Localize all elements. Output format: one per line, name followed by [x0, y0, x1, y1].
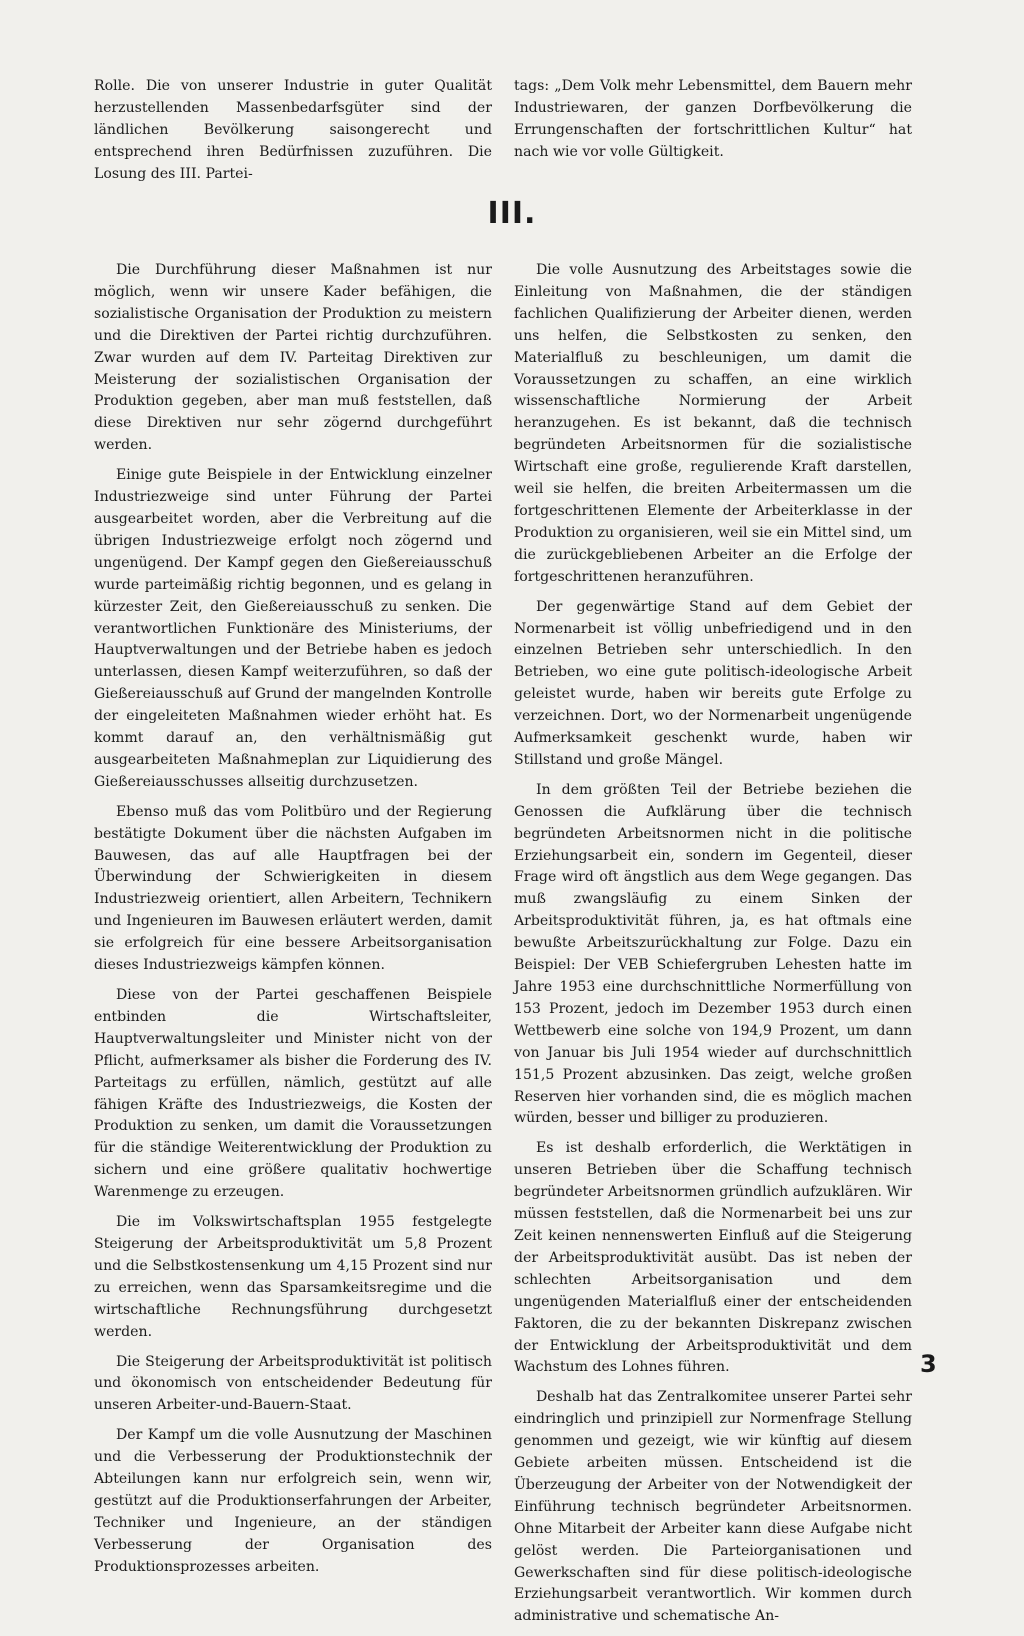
left-column — [94, 260, 492, 1587]
paragraph: Die im Volkswirtschaftsplan 1955 festgelegte Steigerung der Arbeitsproduktivität um 5,8 Prozent und die Selbstkostensenkung um 4,15 Prozent sind nur zu erreichen, wenn das Sparsamkeitsregime und die wirtschaftliche Rechnungsführung durchgesetzt werden. — [94, 1214, 492, 1340]
right-column — [514, 260, 912, 1636]
intro-right-column — [514, 76, 912, 172]
paragraph: Der gegenwärtige Stand auf dem Gebiet der Normenarbeit ist völlig unbefriedigend und in den einzelnen Betrieben sehr unterschiedlich. In den Betrieben, wo eine gute politisch-ideologische Arbeit geleistet wurde, haben wir bereits gute Erfolge zu verzeichnen. Dort, wo der Normenarbeit ungenügende Aufmerksamkeit geschenkt wurde, haben wir Stillstand und große Mängel. — [514, 598, 912, 768]
paragraph: Diese von der Partei geschaffenen Beispiele entbinden die Wirtschaftsleiter, Hauptverwaltungsleiter und Minister nicht von der Pflicht, aufmerksamer als bisher die Forderung des IV. Parteitags zu erfüllen, nämlich, gestützt auf alle fähigen Kräfte des Industriezweigs, die Kosten der Produktion zu senken, um damit die Voraussetzungen für die ständige Weiterentwicklung der Produktion zu sichern und eine größere qualitativ hochwertige Warenmenge zu erzeugen. — [94, 987, 492, 1201]
paragraph: Die volle Ausnutzung des Arbeitstages sowie die Einleitung von Maßnahmen, die der ständigen fachlichen Qualifizierung der Arbeiter dienen, werden uns helfen, die Selbstkosten zu senken, den Materialfluß zu beschleunigen, um damit die Voraussetzungen zu schaffen, an eine wirklich wissenschaftliche Normierung der Arbeit heranzugehen. Es ist bekannt, daß die technisch begründeten Arbeitsnormen für die sozialistische Wirtschaft eine große, regulierende Kraft darstellen, weil sie helfen, die breiten Arbeitermassen um die fortgeschrittenen Elemente der Arbeiterklasse in der Produktion zu organisieren, weil sie ein Mittel sind, um die zurückgebliebenen Arbeiter an die Erfolge der fortgeschrittenen heranzuführen. — [514, 262, 912, 585]
intro-left-paragraph: Rolle. Die von unserer Industrie in guter Qualität herzustellenden Massenbedarfsgüter sind der ländlichen Bevölkerung saisongerecht und entsprechend ihren Bedürfnissen zuzuführen. Die Losung des III. Partei- — [94, 78, 492, 182]
paragraph: Es ist deshalb erforderlich, die Werktätigen in unseren Betrieben über die Schaffung technisch begründeter Arbeitsnormen gründlich aufzuklären. Wir müssen feststellen, daß die Normenarbeit bei uns zur Zeit keinen nennenswerten Einfluß auf die Steigerung der Arbeitsproduktivität ausübt. Das ist neben der schlechten Arbeitsorganisation und dem ungenügenden Materialfluß einer der entscheidenden Faktoren, die zu der bekannten Diskrepanz zwischen der Entwicklung der Arbeitsproduktivität und dem Wachstum des Lohnes führen. — [514, 1140, 912, 1376]
paragraph: Der Kampf um die volle Ausnutzung der Maschinen und die Verbesserung der Produktionstechnik der Abteilungen kann nur erfolgreich sein, wenn wir, gestützt auf die Produktionserfahrungen der Arbeiter, Techniker und Ingenieure, an der ständigen Verbesserung der Organisation des Produktionsprozesses arbeiten. — [94, 1427, 492, 1575]
paragraph: Die Durchführung dieser Maßnahmen ist nur möglich, wenn wir unsere Kader befähigen, die sozialistische Organisation der Produktion zu meistern und die Direktiven der Partei richtig durchzuführen. Zwar wurden auf dem IV. Parteitag Direktiven zur Meisterung der sozialistischen Organisation der Produktion gegeben, aber man muß feststellen, daß diese Direktiven nur sehr zögernd durchgeführt werden. — [94, 262, 492, 454]
paragraph: Deshalb hat das Zentralkomitee unserer Partei sehr eindringlich und prinzipiell zur Normenfrage Stellung genommen und gezeigt, wie wir künftig auf diesem Gebiete arbeiten müssen. Entscheidend ist die Überzeugung der Arbeiter von der Notwendigkeit der Einführung technisch begründeter Arbeitsnormen. Ohne Mitarbeit der Arbeiter kann diese Aufgabe nicht gelöst werden. Die Parteiorganisationen und Gewerkschaften sind für diese politisch-ideologische Erziehungsarbeit verantwortlich. Wir kommen durch administrative und schematische An- — [514, 1389, 912, 1625]
paragraph: Die Steigerung der Arbeitsproduktivität ist politisch und ökonomisch von entscheidender Bedeutung für unseren Arbeiter-und-Bauern-Staat. — [94, 1353, 492, 1414]
page-number: 3 — [920, 1350, 937, 1378]
section-heading: III. — [487, 196, 537, 231]
intro-left-column — [94, 76, 492, 194]
paragraph: Ebenso muß das vom Politbüro und der Regierung bestätigte Dokument über die nächsten Aufgaben im Bauwesen, das auf alle Hauptfragen bei der Überwindung der Schwierigkeiten in diesem Industriezweig orientiert, allen Arbeitern, Technikern und Ingenieuren im Bauwesen erläutert werden, damit sie erfolgreich für eine bessere Arbeitsorganisation dieses Industriezweigs kämpfen können. — [94, 803, 492, 974]
paragraph: In dem größten Teil der Betriebe beziehen die Genossen die Aufklärung über die technisch begründeten Arbeitsnormen nicht in die politische Erziehungsarbeit ein, sondern im Gegenteil, dieser Frage wird oft ängstlich aus dem Wege gegangen. Das muß zwangsläufig zu einem Sinken der Arbeitsproduktivität führen, ja, es hat oftmals eine bewußte Arbeitszurückhaltung zur Folge. Dazu ein Beispiel: Der VEB Schiefergruben Lehesten hatte im Jahre 1953 eine durchschnittliche Normerfüllung von 153 Prozent, jedoch im Dezember 1953 durch einen Wettbewerb eine solche von 194,9 Prozent, um dann von Januar bis Juli 1954 wieder auf durchschnittlich 151,5 Prozent abzusinken. Das zeigt, welche großen Reserven hier vorhanden sind, die es möglich machen würden, besser und billiger zu produzieren. — [514, 781, 912, 1127]
intro-right-paragraph: tags: „Dem Volk mehr Lebensmittel, dem Bauern mehr Industriewaren, der ganzen Dorfbevölkerung die Errungenschaften der fortschrittlichen Kultur“ hat nach wie vor volle Gültigkeit. — [514, 78, 912, 160]
paragraph: Einige gute Beispiele in der Entwicklung einzelner Industriezweige sind unter Führung der Partei ausgearbeitet worden, aber die Verbreitung auf die übrigen Industriezweige erfolgt noch zögernd und ungenügend. Der Kampf gegen den Gießereiausschuß wurde parteimäßig richtig begonnen, und es gelang in kürzester Zeit, den Gießereiausschuß zu senken. Die verantwortlichen Funktionäre des Ministeriums, der Hauptverwaltungen und der Betriebe haben es jedoch unterlassen, diesen Kampf weiterzuführen, so daß der Gießereiausschuß auf Grund der mangelnden Kontrolle der eingeleiteten Maßnahmen wieder erhöht hat. Es kommt darauf an, den verhältnismäßig gut ausgearbeiteten Maßnahmeplan zur Liquidierung des Gießereiausschusses allseitig durchzusetzen. — [94, 467, 492, 790]
